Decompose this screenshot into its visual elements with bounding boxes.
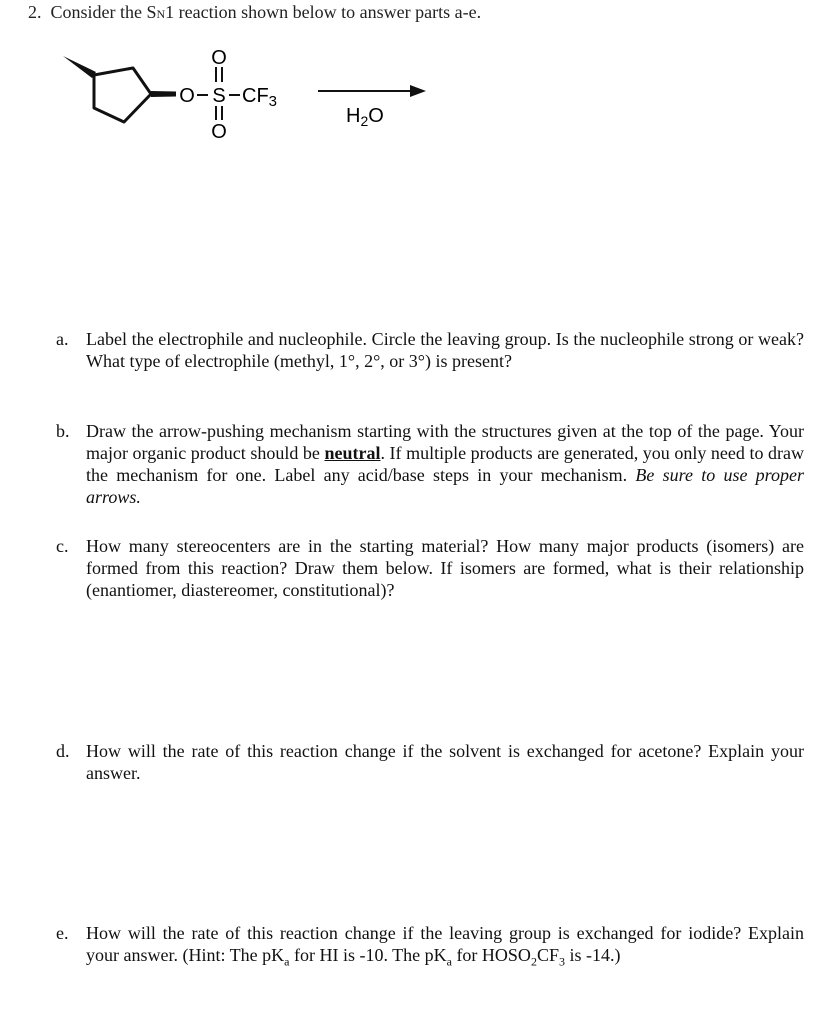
- question-number: 2.: [28, 2, 42, 22]
- part-e: [56, 922, 804, 973]
- top-oxygen-atom: O: [211, 47, 227, 69]
- part-e-letter: e.: [56, 923, 69, 943]
- methyl-wedge-bond: [63, 56, 96, 78]
- question-intro-before: Consider the S: [50, 2, 157, 22]
- part-c-text: How many stereocenters are in the starting material? How many major products (isomers) are formed from this reaction? Draw them below. If isomers are formed, what is their relationship (enantiomer, diastereomer, constitutional)?: [86, 536, 804, 600]
- cyclopentane-ring: [94, 68, 151, 122]
- part-a-text: Label the electrophile and nucleophile. Circle the leaving group. Is the nucleophile strong or weak? What type of electrophile (methyl, 1°, 2°, or 3°) is present?: [86, 329, 804, 371]
- part-a-letter: a.: [56, 329, 69, 349]
- question-intro-subscript: N: [156, 7, 166, 21]
- oxygen-wedge-bond: [151, 91, 176, 97]
- part-b-letter: b.: [56, 421, 70, 441]
- part-c: [56, 535, 804, 601]
- part-b-italic-note: Be sure to use proper arrows.: [86, 465, 804, 507]
- question-intro-after: 1 reaction shown below to answer parts a-e.: [165, 2, 482, 22]
- cf3-group: $CF_3$: [242, 85, 278, 110]
- bottom-oxygen-atom: O: [211, 121, 227, 143]
- reaction-scheme: [0, 0, 840, 160]
- part-c-letter: c.: [56, 536, 69, 556]
- part-d-text: How will the rate of this reaction change if the solvent is exchanged for acetone? Explain your answer.: [86, 741, 804, 783]
- part-d: [56, 740, 804, 784]
- part-b-bold-word: neutral: [324, 443, 381, 463]
- reagent-water: $H_2O$: [346, 105, 384, 129]
- sulfur-atom: S: [212, 85, 226, 107]
- part-a: [56, 328, 804, 372]
- part-d-letter: d.: [56, 741, 70, 761]
- part-e-text: How will the rate of this reaction change if the leaving group is exchanged for iodide? Explain your answer. (Hint: The $pK_a$ for HI is -10. The $pK_a$ for $HOSO_2CF_3$ is -14.): [86, 923, 804, 969]
- part-b-text: Draw the arrow-pushing mechanism starting with the structures given at the top of the page. Your major organic product should be neutral. If multiple products are generated, you only need to draw the mechanism for one. Label any acid/base steps in your mechanism. Be sure to use proper arrows.: [86, 421, 804, 507]
- part-b: [56, 420, 804, 508]
- bridge-oxygen-atom: O: [179, 85, 195, 107]
- reaction-arrow-head: [410, 85, 426, 97]
